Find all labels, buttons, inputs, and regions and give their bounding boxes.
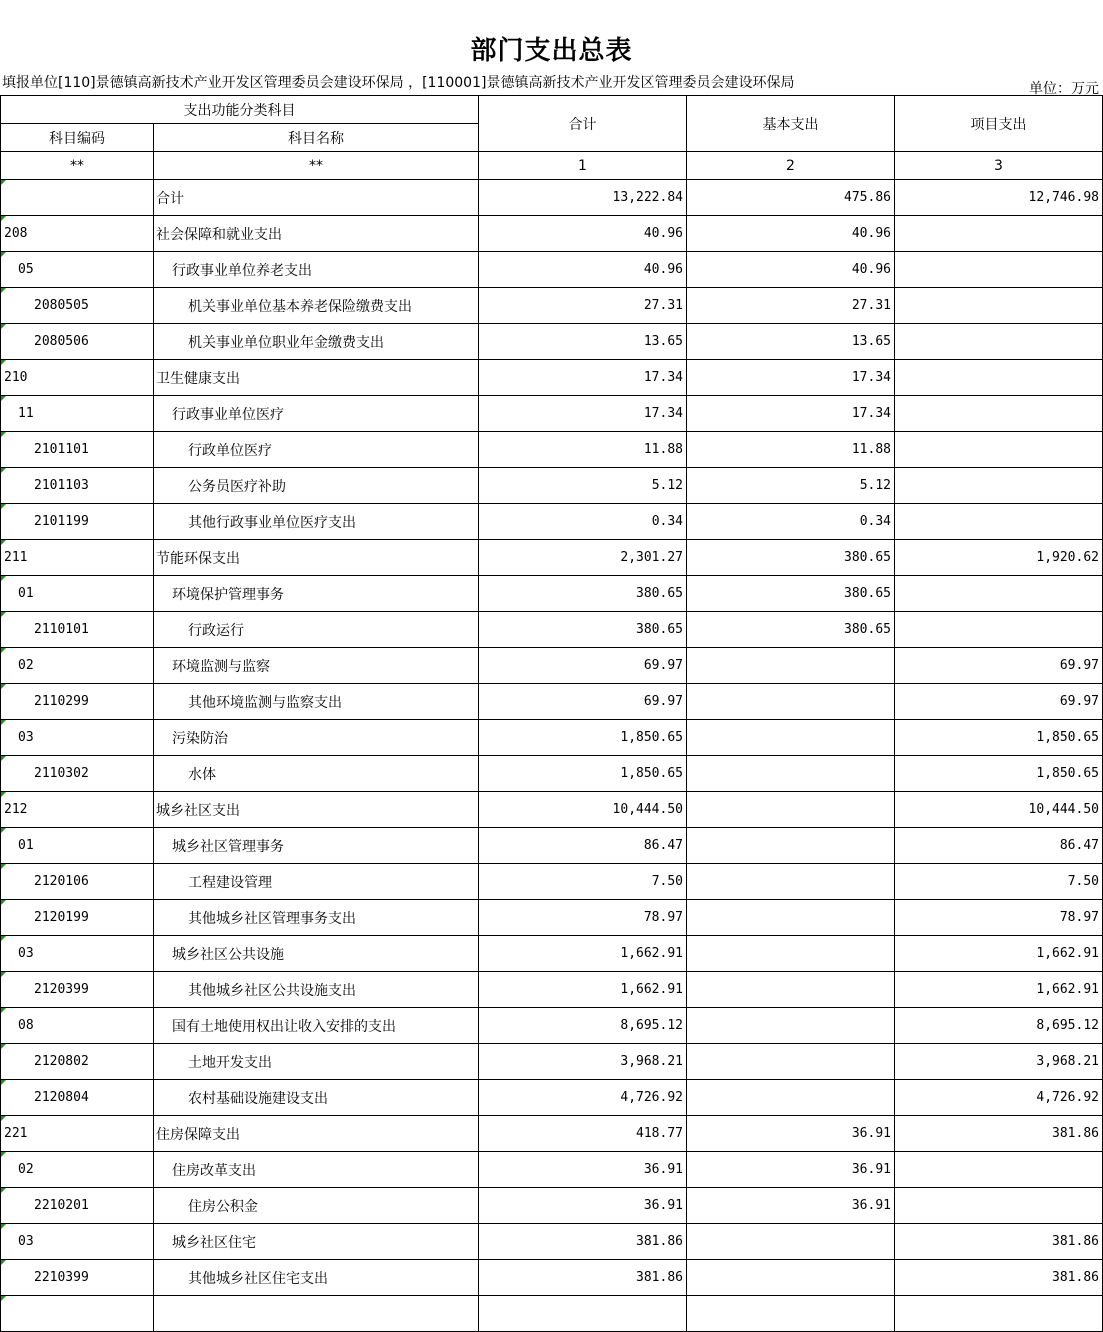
code-cell: 05: [1, 252, 154, 288]
basic-cell: [687, 1296, 895, 1332]
table-row: [1, 648, 1103, 684]
total-cell: 36.91: [479, 1188, 687, 1224]
project-cell: 8,695.12: [895, 1008, 1103, 1044]
name-cell: 环境监测与监察: [154, 648, 479, 684]
table-row: [1, 324, 1103, 360]
name-cell: 公务员医疗补助: [154, 468, 479, 504]
table-row: [1, 1224, 1103, 1260]
table-row: [1, 360, 1103, 396]
index-name-cell: **: [154, 152, 479, 180]
basic-cell: [687, 864, 895, 900]
header-group-cell: 支出功能分类科目: [1, 96, 479, 124]
project-cell: 4,726.92: [895, 1080, 1103, 1116]
project-cell: 1,850.65: [895, 720, 1103, 756]
header-index-row: [1, 152, 1103, 180]
name-cell: 机关事业单位职业年金缴费支出: [154, 324, 479, 360]
name-cell: 农村基础设施建设支出: [154, 1080, 479, 1116]
name-cell: 其他行政事业单位医疗支出: [154, 504, 479, 540]
table-row: [1, 1188, 1103, 1224]
code-cell: 2210399: [1, 1260, 154, 1296]
name-cell: 城乡社区公共设施: [154, 936, 479, 972]
table-row: [1, 576, 1103, 612]
name-cell: 住房保障支出: [154, 1116, 479, 1152]
total-cell: 1,662.91: [479, 936, 687, 972]
table-row: [1, 1260, 1103, 1296]
name-cell: 国有土地使用权出让收入安排的支出: [154, 1008, 479, 1044]
basic-cell: 36.91: [687, 1116, 895, 1152]
total-cell: 1,850.65: [479, 756, 687, 792]
basic-cell: [687, 900, 895, 936]
expenditure-table: [0, 95, 1103, 1332]
code-cell: 221: [1, 1116, 154, 1152]
total-cell: 17.34: [479, 396, 687, 432]
name-cell: 环境保护管理事务: [154, 576, 479, 612]
basic-cell: 475.86: [687, 180, 895, 216]
table-row: [1, 180, 1103, 216]
table-row: [1, 612, 1103, 648]
project-cell: [895, 360, 1103, 396]
table-row: [1, 468, 1103, 504]
table-row: [1, 864, 1103, 900]
basic-cell: 11.88: [687, 432, 895, 468]
code-cell: 2080505: [1, 288, 154, 324]
code-cell: 02: [1, 1152, 154, 1188]
project-cell: 381.86: [895, 1224, 1103, 1260]
basic-cell: [687, 756, 895, 792]
code-cell: 2101199: [1, 504, 154, 540]
total-cell: 36.91: [479, 1152, 687, 1188]
total-cell: 10,444.50: [479, 792, 687, 828]
project-cell: 3,968.21: [895, 1044, 1103, 1080]
project-cell: 1,662.91: [895, 936, 1103, 972]
project-cell: 78.97: [895, 900, 1103, 936]
header-project-cell: 项目支出: [895, 96, 1103, 152]
code-cell: [1, 180, 154, 216]
project-cell: 1,850.65: [895, 756, 1103, 792]
project-cell: [895, 504, 1103, 540]
project-cell: [895, 576, 1103, 612]
code-cell: 01: [1, 576, 154, 612]
basic-cell: [687, 1080, 895, 1116]
table-row: [1, 432, 1103, 468]
name-cell: 行政事业单位养老支出: [154, 252, 479, 288]
code-cell: 2101101: [1, 432, 154, 468]
basic-cell: [687, 1008, 895, 1044]
project-cell: [895, 1188, 1103, 1224]
table-row: [1, 972, 1103, 1008]
code-cell: 11: [1, 396, 154, 432]
name-cell: 工程建设管理: [154, 864, 479, 900]
total-cell: 381.86: [479, 1224, 687, 1260]
code-cell: 01: [1, 828, 154, 864]
total-cell: 380.65: [479, 612, 687, 648]
basic-cell: 13.65: [687, 324, 895, 360]
name-cell: 其他环境监测与监察支出: [154, 684, 479, 720]
name-cell: 其他城乡社区管理事务支出: [154, 900, 479, 936]
total-cell: 13.65: [479, 324, 687, 360]
name-cell: 其他城乡社区住宅支出: [154, 1260, 479, 1296]
name-cell: 行政事业单位医疗: [154, 396, 479, 432]
name-cell: 合计: [154, 180, 479, 216]
code-cell: 2101103: [1, 468, 154, 504]
name-cell: 节能环保支出: [154, 540, 479, 576]
table-row: [1, 756, 1103, 792]
total-cell: 2,301.27: [479, 540, 687, 576]
name-cell: 行政单位医疗: [154, 432, 479, 468]
project-cell: [895, 324, 1103, 360]
basic-cell: 380.65: [687, 576, 895, 612]
total-cell: 69.97: [479, 648, 687, 684]
table-row: [1, 504, 1103, 540]
project-cell: [895, 468, 1103, 504]
code-cell: 212: [1, 792, 154, 828]
basic-cell: [687, 684, 895, 720]
table-row: [1, 1080, 1103, 1116]
code-cell: 03: [1, 1224, 154, 1260]
total-cell: 40.96: [479, 216, 687, 252]
project-cell: 1,662.91: [895, 972, 1103, 1008]
code-cell: 2110101: [1, 612, 154, 648]
basic-cell: [687, 828, 895, 864]
name-cell: [154, 1296, 479, 1332]
table-row: [1, 288, 1103, 324]
total-cell: 27.31: [479, 288, 687, 324]
name-cell: 城乡社区住宅: [154, 1224, 479, 1260]
basic-cell: 380.65: [687, 540, 895, 576]
code-cell: 08: [1, 1008, 154, 1044]
project-cell: 69.97: [895, 684, 1103, 720]
total-cell: 380.65: [479, 576, 687, 612]
project-cell: [895, 1296, 1103, 1332]
table-row: [1, 900, 1103, 936]
basic-cell: 5.12: [687, 468, 895, 504]
total-cell: 78.97: [479, 900, 687, 936]
project-cell: 381.86: [895, 1260, 1103, 1296]
basic-cell: 0.34: [687, 504, 895, 540]
total-cell: 13,222.84: [479, 180, 687, 216]
code-cell: 2110302: [1, 756, 154, 792]
table-row: [1, 720, 1103, 756]
project-cell: 69.97: [895, 648, 1103, 684]
basic-cell: [687, 1044, 895, 1080]
basic-cell: 17.34: [687, 360, 895, 396]
code-cell: 2110299: [1, 684, 154, 720]
total-cell: 7.50: [479, 864, 687, 900]
project-cell: 12,746.98: [895, 180, 1103, 216]
project-cell: [895, 1152, 1103, 1188]
index-code-cell: **: [1, 152, 154, 180]
total-cell: 17.34: [479, 360, 687, 396]
name-cell: 其他城乡社区公共设施支出: [154, 972, 479, 1008]
table-row: [1, 1152, 1103, 1188]
total-cell: 8,695.12: [479, 1008, 687, 1044]
currency-unit-text: 单位：万元: [1029, 81, 1099, 97]
project-cell: [895, 612, 1103, 648]
total-cell: 4,726.92: [479, 1080, 687, 1116]
project-cell: [895, 396, 1103, 432]
page-title: 部门支出总表: [470, 36, 633, 66]
total-cell: 0.34: [479, 504, 687, 540]
name-cell: 卫生健康支出: [154, 360, 479, 396]
total-cell: 69.97: [479, 684, 687, 720]
total-cell: 3,968.21: [479, 1044, 687, 1080]
header-total-cell: 合计: [479, 96, 687, 152]
code-cell: 02: [1, 648, 154, 684]
header-row-1: [1, 96, 1103, 124]
total-cell: 86.47: [479, 828, 687, 864]
name-cell: 土地开发支出: [154, 1044, 479, 1080]
code-cell: 2120804: [1, 1080, 154, 1116]
code-cell: 2120199: [1, 900, 154, 936]
header-basic-cell: 基本支出: [687, 96, 895, 152]
name-cell: 住房改革支出: [154, 1152, 479, 1188]
project-cell: 381.86: [895, 1116, 1103, 1152]
table-row: [1, 216, 1103, 252]
total-cell: 5.12: [479, 468, 687, 504]
name-cell: 行政运行: [154, 612, 479, 648]
total-cell: 381.86: [479, 1260, 687, 1296]
project-cell: [895, 252, 1103, 288]
code-cell: 2120802: [1, 1044, 154, 1080]
basic-cell: 380.65: [687, 612, 895, 648]
table-row: [1, 792, 1103, 828]
total-cell: [479, 1296, 687, 1332]
basic-cell: [687, 792, 895, 828]
table-row: [1, 1044, 1103, 1080]
code-cell: 208: [1, 216, 154, 252]
code-cell: 2120399: [1, 972, 154, 1008]
code-cell: 210: [1, 360, 154, 396]
basic-cell: 40.96: [687, 216, 895, 252]
project-cell: [895, 216, 1103, 252]
basic-cell: 40.96: [687, 252, 895, 288]
reporting-unit-text: 填报单位[110]景德镇高新技术产业开发区管理委员会建设环保局 ，[110001]景德镇高新技术产业开发区管理委员会建设环保局: [2, 75, 795, 91]
basic-cell: 27.31: [687, 288, 895, 324]
basic-cell: [687, 720, 895, 756]
table-row: [1, 1008, 1103, 1044]
basic-cell: 36.91: [687, 1188, 895, 1224]
name-cell: 城乡社区管理事务: [154, 828, 479, 864]
project-cell: 1,920.62: [895, 540, 1103, 576]
basic-cell: 17.34: [687, 396, 895, 432]
project-cell: 7.50: [895, 864, 1103, 900]
name-cell: 城乡社区支出: [154, 792, 479, 828]
index-basic-cell: 2: [687, 152, 895, 180]
basic-cell: [687, 1260, 895, 1296]
index-total-cell: 1: [479, 152, 687, 180]
name-cell: 社会保障和就业支出: [154, 216, 479, 252]
table-row: [1, 1296, 1103, 1332]
name-cell: 污染防治: [154, 720, 479, 756]
table-row: [1, 252, 1103, 288]
table-row: [1, 1116, 1103, 1152]
basic-cell: [687, 972, 895, 1008]
basic-cell: [687, 1224, 895, 1260]
code-cell: 2080506: [1, 324, 154, 360]
basic-cell: [687, 936, 895, 972]
table-row: [1, 936, 1103, 972]
total-cell: 1,850.65: [479, 720, 687, 756]
code-cell: 211: [1, 540, 154, 576]
table-row: [1, 540, 1103, 576]
code-cell: 2210201: [1, 1188, 154, 1224]
total-cell: 40.96: [479, 252, 687, 288]
code-cell: [1, 1296, 154, 1332]
name-cell: 住房公积金: [154, 1188, 479, 1224]
index-project-cell: 3: [895, 152, 1103, 180]
table-row: [1, 396, 1103, 432]
header-code-cell: 科目编码: [1, 124, 154, 152]
basic-cell: [687, 648, 895, 684]
project-cell: 10,444.50: [895, 792, 1103, 828]
name-cell: 机关事业单位基本养老保险缴费支出: [154, 288, 479, 324]
code-cell: 2120106: [1, 864, 154, 900]
total-cell: 418.77: [479, 1116, 687, 1152]
project-cell: [895, 432, 1103, 468]
project-cell: 86.47: [895, 828, 1103, 864]
basic-cell: 36.91: [687, 1152, 895, 1188]
table-row: [1, 684, 1103, 720]
total-cell: 11.88: [479, 432, 687, 468]
project-cell: [895, 288, 1103, 324]
name-cell: 水体: [154, 756, 479, 792]
total-cell: 1,662.91: [479, 972, 687, 1008]
table-row: [1, 828, 1103, 864]
header-name-cell: 科目名称: [154, 124, 479, 152]
code-cell: 03: [1, 936, 154, 972]
code-cell: 03: [1, 720, 154, 756]
